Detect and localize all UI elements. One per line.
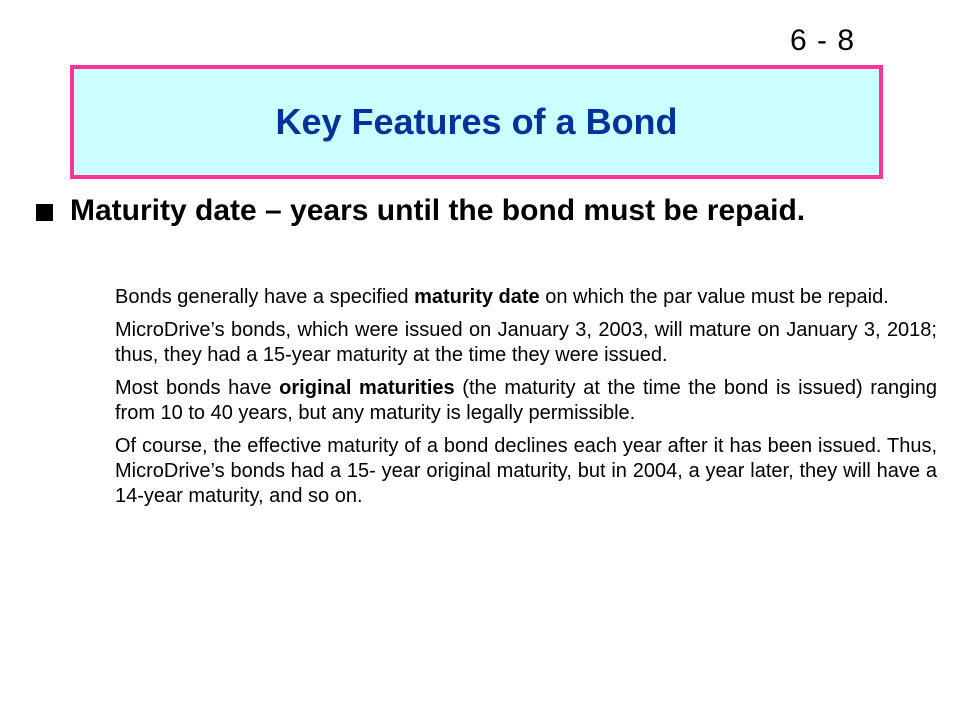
term-original-maturities: original maturities (279, 377, 455, 399)
paragraph-text: on which the par value must be repaid. (539, 286, 889, 308)
paragraph-original-maturities (115, 376, 937, 426)
slide-title: Key Features of a Bond (275, 101, 678, 142)
slide-number: 6 - 8 (790, 24, 856, 57)
term-maturity-date: maturity date (414, 286, 540, 308)
square-bullet-icon (36, 204, 53, 221)
paragraph-text: (the maturity at the time the bond is issued) ranging from 10 to 40 years, but any maturity is legally permissible. (115, 377, 937, 424)
paragraph-effective-maturity: Of course, the effective maturity of a bond declines each year after it has been issued. Thus, MicroDrive’s bonds had a 15- year original maturity, but in 2004, a year later, they will have a 14-year maturity, and so on. (115, 435, 937, 507)
paragraph-microdrive-example: MicroDrive’s bonds, which were issued on January 3, 2003, will mature on January 3, 2018; thus, they had a 15-year maturity at the time they were issued. (115, 319, 937, 366)
paragraph-maturity-date (115, 285, 937, 310)
paragraph-text: Bonds generally have a specified (115, 286, 415, 308)
sub-paragraphs (115, 285, 937, 517)
main-bullet (36, 193, 906, 228)
title-box (70, 65, 883, 179)
main-bullet-text: Maturity date – years until the bond must be repaid. (70, 194, 806, 227)
paragraph-text: Most bonds have (115, 377, 280, 399)
